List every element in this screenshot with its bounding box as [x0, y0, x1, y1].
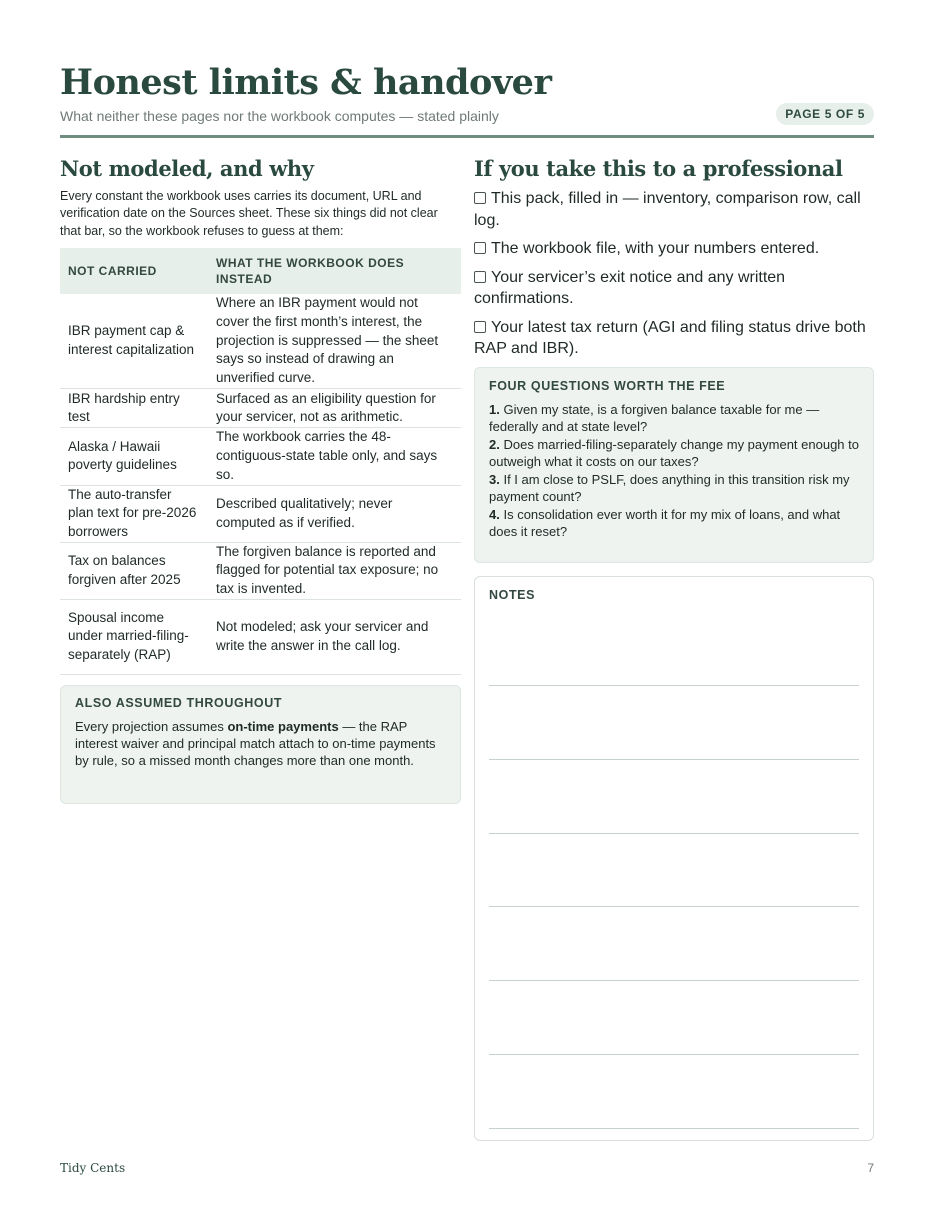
table-row: [60, 542, 461, 599]
table-cell-instead: Surfaced as an eligibility question for your servicer, not as arithmetic.: [208, 389, 461, 428]
table-cell-instead: The forgiven balance is reported and flagged for potential tax exposure; no tax is invented.: [208, 542, 461, 599]
note-line: [489, 980, 859, 981]
question-item: [489, 471, 859, 506]
question-number: 4.: [489, 506, 500, 522]
table-cell-instead: Where an IBR payment would not cover the first month’s interest, the projection is suppressed — the sheet says so instead of drawing an unverified curve.: [208, 294, 461, 389]
header-divider: [60, 135, 874, 138]
checkbox-icon[interactable]: [474, 271, 486, 283]
table-cell-item: Spousal income under married-filing-separately (RAP): [60, 599, 208, 674]
checklist-item-label: Your latest tax return (AGI and filing status drive both RAP and IBR).: [474, 318, 866, 357]
not-modeled-section: [60, 154, 461, 804]
table-row: [60, 599, 461, 674]
four-questions-callout: [474, 367, 874, 563]
question-number: 3.: [489, 471, 500, 487]
page-title: Honest limits & handover: [60, 62, 552, 103]
question-text: If I am close to PSLF, does anything in this transition risk my payment count?: [489, 471, 850, 504]
also-assumed-text-start: Every projection assumes: [75, 718, 228, 734]
also-assumed-text: [75, 718, 446, 770]
questions-list: [489, 401, 859, 541]
question-text: Does married-filing-separately change my payment enough to outweigh what it costs on our taxes?: [489, 436, 859, 469]
table-header-row: [60, 248, 461, 294]
also-assumed-text-end: — the RAP interest waiver and principal match attach to on-time payments by rule, so a missed month changes more than one month.: [75, 718, 436, 769]
not-modeled-heading: Not modeled, and why: [60, 156, 314, 181]
on-time-payments-emphasis: on-time payments: [227, 718, 339, 734]
table-cell-item: Alaska / Hawaii poverty guidelines: [60, 428, 208, 485]
table-row: [60, 389, 461, 428]
question-text: Given my state, is a forgiven balance taxable for me — federally and at state level?: [489, 401, 820, 434]
footer-page-number: 7: [867, 1161, 874, 1175]
checkbox-icon[interactable]: [474, 321, 486, 333]
checklist-item: [474, 188, 874, 231]
checkbox-icon[interactable]: [474, 242, 486, 254]
checklist-item: [474, 238, 874, 260]
question-text: Is consolidation ever worth it for my mix of loans, and what does it reset?: [489, 506, 841, 539]
checkbox-icon[interactable]: [474, 192, 486, 204]
table-cell-item: IBR payment cap & interest capitalization: [60, 294, 208, 389]
not-carried-table: [60, 248, 461, 675]
question-number: 2.: [489, 436, 500, 452]
checklist-item: [474, 267, 874, 310]
note-line: [489, 759, 859, 760]
note-line: [489, 685, 859, 686]
not-modeled-intro: Every constant the workbook uses carries its document, URL and verification date on the Sources sheet. These six things did not clear that bar, so the workbook refuses to guess at them:: [60, 189, 438, 238]
note-line: [489, 1128, 859, 1129]
table-cell-item: Tax on balances forgiven after 2025: [60, 542, 208, 599]
question-item: [489, 436, 859, 471]
checklist-item-label: This pack, filled in — inventory, comparison row, call log.: [474, 190, 861, 229]
notes-title: NOTES: [489, 588, 536, 602]
note-line: [489, 833, 859, 834]
table-cell-instead: Not modeled; ask your servicer and write the answer in the call log.: [208, 599, 461, 674]
bring-checklist: [474, 188, 874, 360]
footer-brand: Tidy Cents: [60, 1161, 126, 1175]
note-line: [489, 906, 859, 907]
table-row: [60, 428, 461, 485]
table-cell-item: The auto-transfer plan text for pre-2026 borrowers: [60, 485, 208, 542]
column-header-instead: WHAT THE WORKBOOK DOES INSTEAD: [208, 248, 461, 294]
table-cell-item: IBR hardship entry test: [60, 389, 208, 428]
table-row: [60, 485, 461, 542]
notes-box[interactable]: [474, 576, 874, 1141]
checklist-item-label: Your servicer’s exit notice and any written confirmations.: [474, 268, 786, 307]
table-cell-instead: Described qualitatively; never computed as if verified.: [208, 485, 461, 542]
table-row: [60, 294, 461, 389]
four-questions-title: FOUR QUESTIONS WORTH THE FEE: [489, 378, 726, 393]
professional-heading: If you take this to a professional: [474, 156, 843, 181]
checklist-item-label: The workbook file, with your numbers entered.: [491, 240, 820, 257]
question-item: [489, 506, 859, 541]
note-line: [489, 1054, 859, 1055]
checklist-item: [474, 317, 874, 360]
question-item: [489, 401, 859, 436]
page-badge: PAGE 5 OF 5: [776, 103, 874, 125]
column-header-not-carried: NOT CARRIED: [60, 248, 208, 294]
question-number: 1.: [489, 401, 500, 417]
professional-section: [474, 154, 874, 563]
table-cell-instead: The workbook carries the 48-contiguous-state table only, and says so.: [208, 428, 461, 485]
also-assumed-title: ALSO ASSUMED THROUGHOUT: [75, 695, 283, 710]
page-subtitle: What neither these pages nor the workbook computes — stated plainly: [60, 108, 499, 124]
also-assumed-callout: [60, 685, 461, 804]
